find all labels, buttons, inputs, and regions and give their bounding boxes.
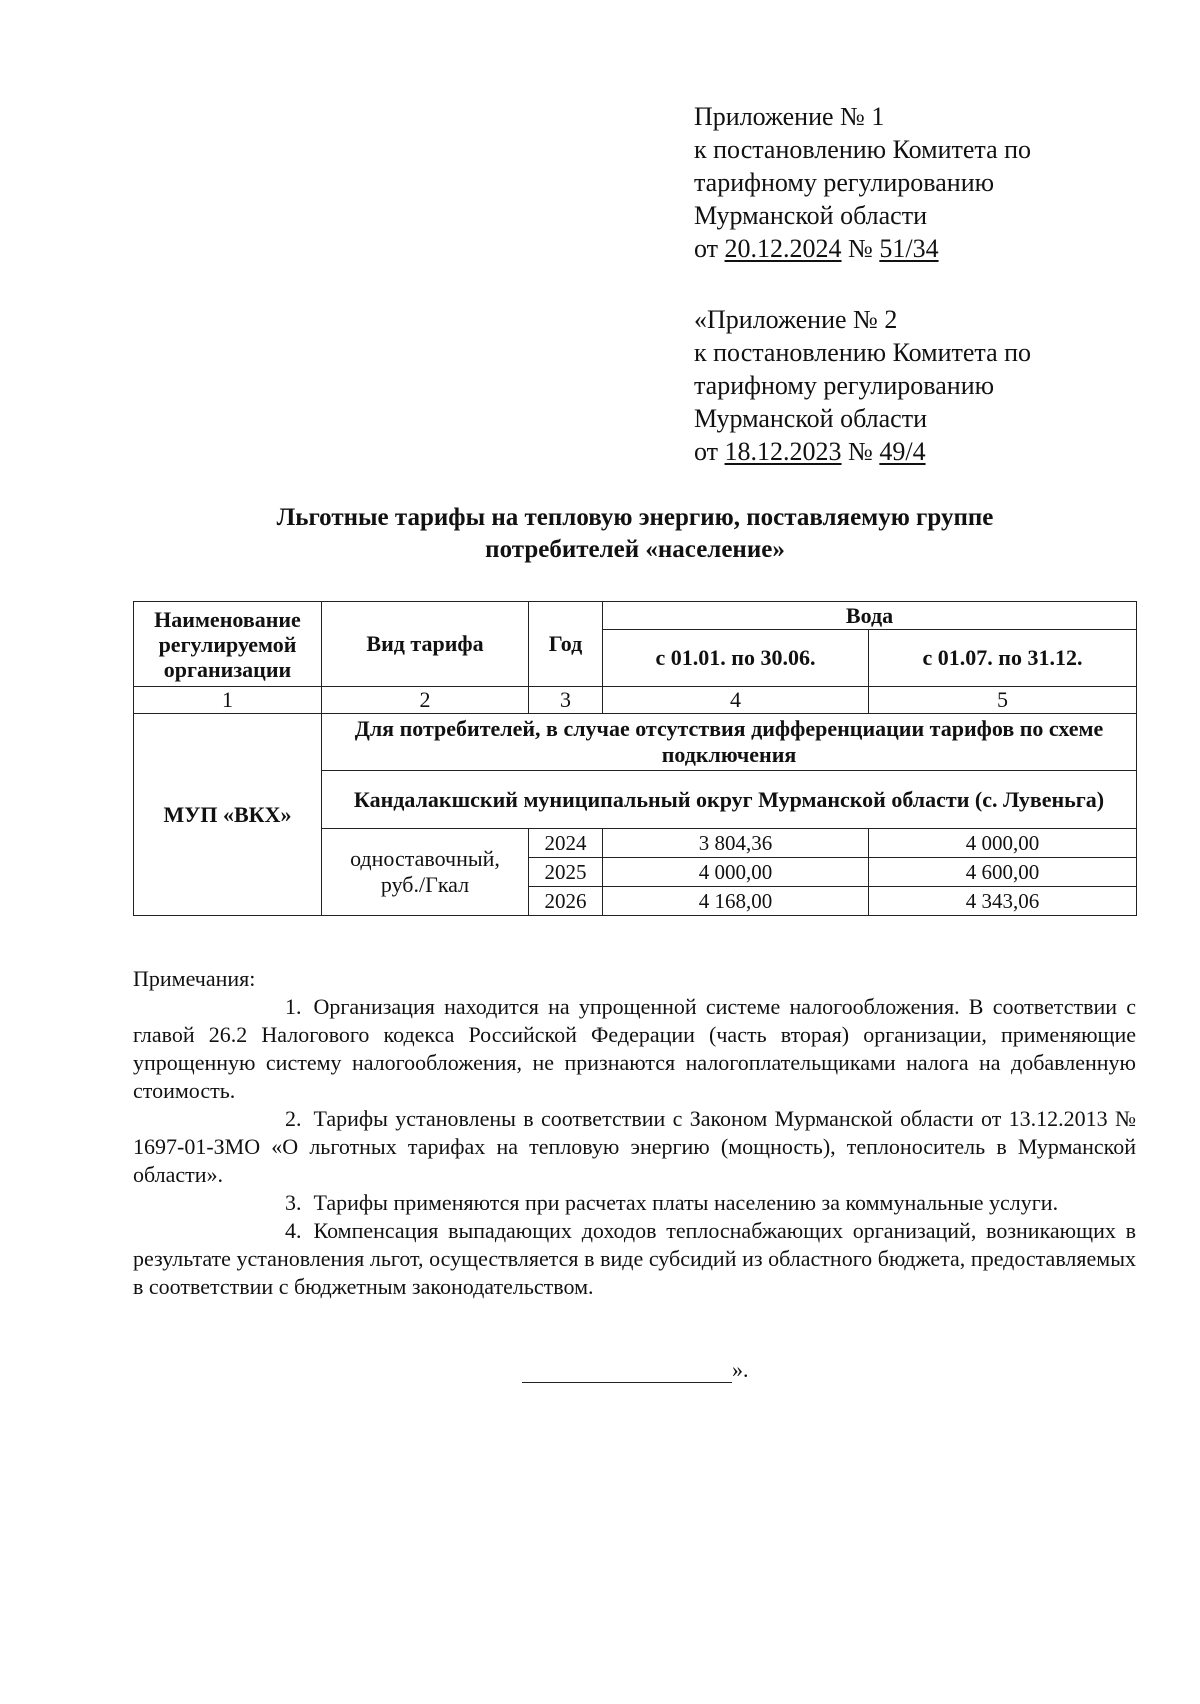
year-cell: 2024	[529, 829, 603, 858]
notes-section	[133, 965, 1136, 1301]
column-number: 2	[322, 687, 529, 714]
date-prefix: от	[694, 437, 725, 466]
note-text: Тарифы установлены в соответствии с Законом Мурманской области от 13.12.2013 № 1697-01-ЗМО «О льготных тарифах на тепловую энергию (мощность), теплоноситель в Мурманской области».	[133, 1106, 1136, 1187]
header-year: Год	[529, 602, 603, 687]
header-water: Вода	[603, 602, 1137, 630]
appendix-2-number: 49/4	[879, 437, 926, 466]
notes-heading: Примечания:	[133, 966, 256, 991]
period-1-value: 4 168,00	[603, 887, 869, 916]
appendix-1-number: 51/34	[879, 234, 939, 263]
appendix-1-line: к постановлению Комитета по	[694, 135, 1032, 164]
period-2-value: 4 600,00	[869, 858, 1137, 887]
table-header-row	[134, 602, 1137, 630]
appendix-2-line: тарифному регулированию	[694, 371, 995, 400]
year-cell: 2026	[529, 887, 603, 916]
appendix-2-line: Мурманской области	[694, 404, 927, 433]
column-number: 3	[529, 687, 603, 714]
note-text: Компенсация выпадающих доходов теплоснабжающих организаций, возникающих в результате установления льгот, осуществляется в виде субсидий из областного бюджета, предоставляемых в соответствии с бюджетным законодательством.	[133, 1218, 1136, 1299]
appendix-1-line: Приложение № 1	[694, 102, 885, 131]
note-item	[133, 1217, 1136, 1301]
appendix-1-date: 20.12.2024	[724, 234, 842, 263]
column-number-row	[134, 687, 1137, 714]
appendix-2-line: «Приложение № 2	[694, 305, 898, 334]
closing-mark	[522, 1357, 749, 1383]
tariff-type-cell: одноставочный, руб./Гкал	[322, 829, 529, 916]
column-number: 5	[869, 687, 1137, 714]
period-1-value: 3 804,36	[603, 829, 869, 858]
header-organization: Наименование регулируемой организации	[134, 602, 322, 687]
document-title-line: Льготные тарифы на тепловую энергию, поставляемую группе	[276, 504, 994, 531]
period-1-value: 4 000,00	[603, 858, 869, 887]
note-number: 4.	[285, 1218, 302, 1243]
column-number: 1	[134, 687, 322, 714]
header-tariff-type: Вид тарифа	[322, 602, 529, 687]
section-territory: Кандалакшский муниципальный округ Мурманской области (с. Лувеньга)	[322, 771, 1137, 829]
tariff-table	[133, 601, 1137, 916]
number-prefix: №	[841, 234, 880, 263]
appendix-2-line: к постановлению Комитета по	[694, 338, 1032, 367]
appendix-1-line: тарифному регулированию	[694, 168, 995, 197]
note-item	[133, 1189, 1136, 1217]
header-period-1: с 01.01. по 30.06.	[603, 630, 869, 687]
closing-quote: ».	[732, 1357, 749, 1382]
appendix-1-header	[694, 100, 1031, 265]
note-text: Тарифы применяются при расчетах платы населению за коммунальные услуги.	[313, 1190, 1059, 1215]
period-2-value: 4 000,00	[869, 829, 1137, 858]
appendix-2-date: 18.12.2023	[724, 437, 842, 466]
column-number: 4	[603, 687, 869, 714]
appendix-2-date-line	[694, 435, 1031, 468]
appendix-2-header	[694, 303, 1031, 468]
period-2-value: 4 343,06	[869, 887, 1137, 916]
document-title	[150, 502, 1120, 566]
note-number: 1.	[285, 994, 302, 1019]
date-prefix: от	[694, 234, 725, 263]
closing-rule	[522, 1362, 732, 1383]
note-number: 2.	[285, 1106, 302, 1131]
section-consumers: Для потребителей, в случае отсутствия дифференциации тарифов по схеме подключения	[322, 714, 1137, 771]
note-number: 3.	[285, 1190, 302, 1215]
organization-name: МУП «ВКХ»	[134, 714, 322, 916]
header-period-2: с 01.07. по 31.12.	[869, 630, 1137, 687]
year-cell: 2025	[529, 858, 603, 887]
note-text: Организация находится на упрощенной системе налогообложения. В соответствии с главой 26.2 Налогового кодекса Российской Федерации (часть вторая) организации, применяющие упрощенную систему налогообложения, не признаются налогоплательщиками налога на добавленную стоимость.	[133, 994, 1136, 1103]
appendix-1-date-line	[694, 232, 1031, 265]
document-title-line: потребителей «население»	[485, 536, 785, 563]
appendix-1-line: Мурманской области	[694, 201, 927, 230]
table-row	[134, 714, 1137, 771]
number-prefix: №	[841, 437, 880, 466]
note-item	[133, 1105, 1136, 1189]
note-item	[133, 993, 1136, 1105]
